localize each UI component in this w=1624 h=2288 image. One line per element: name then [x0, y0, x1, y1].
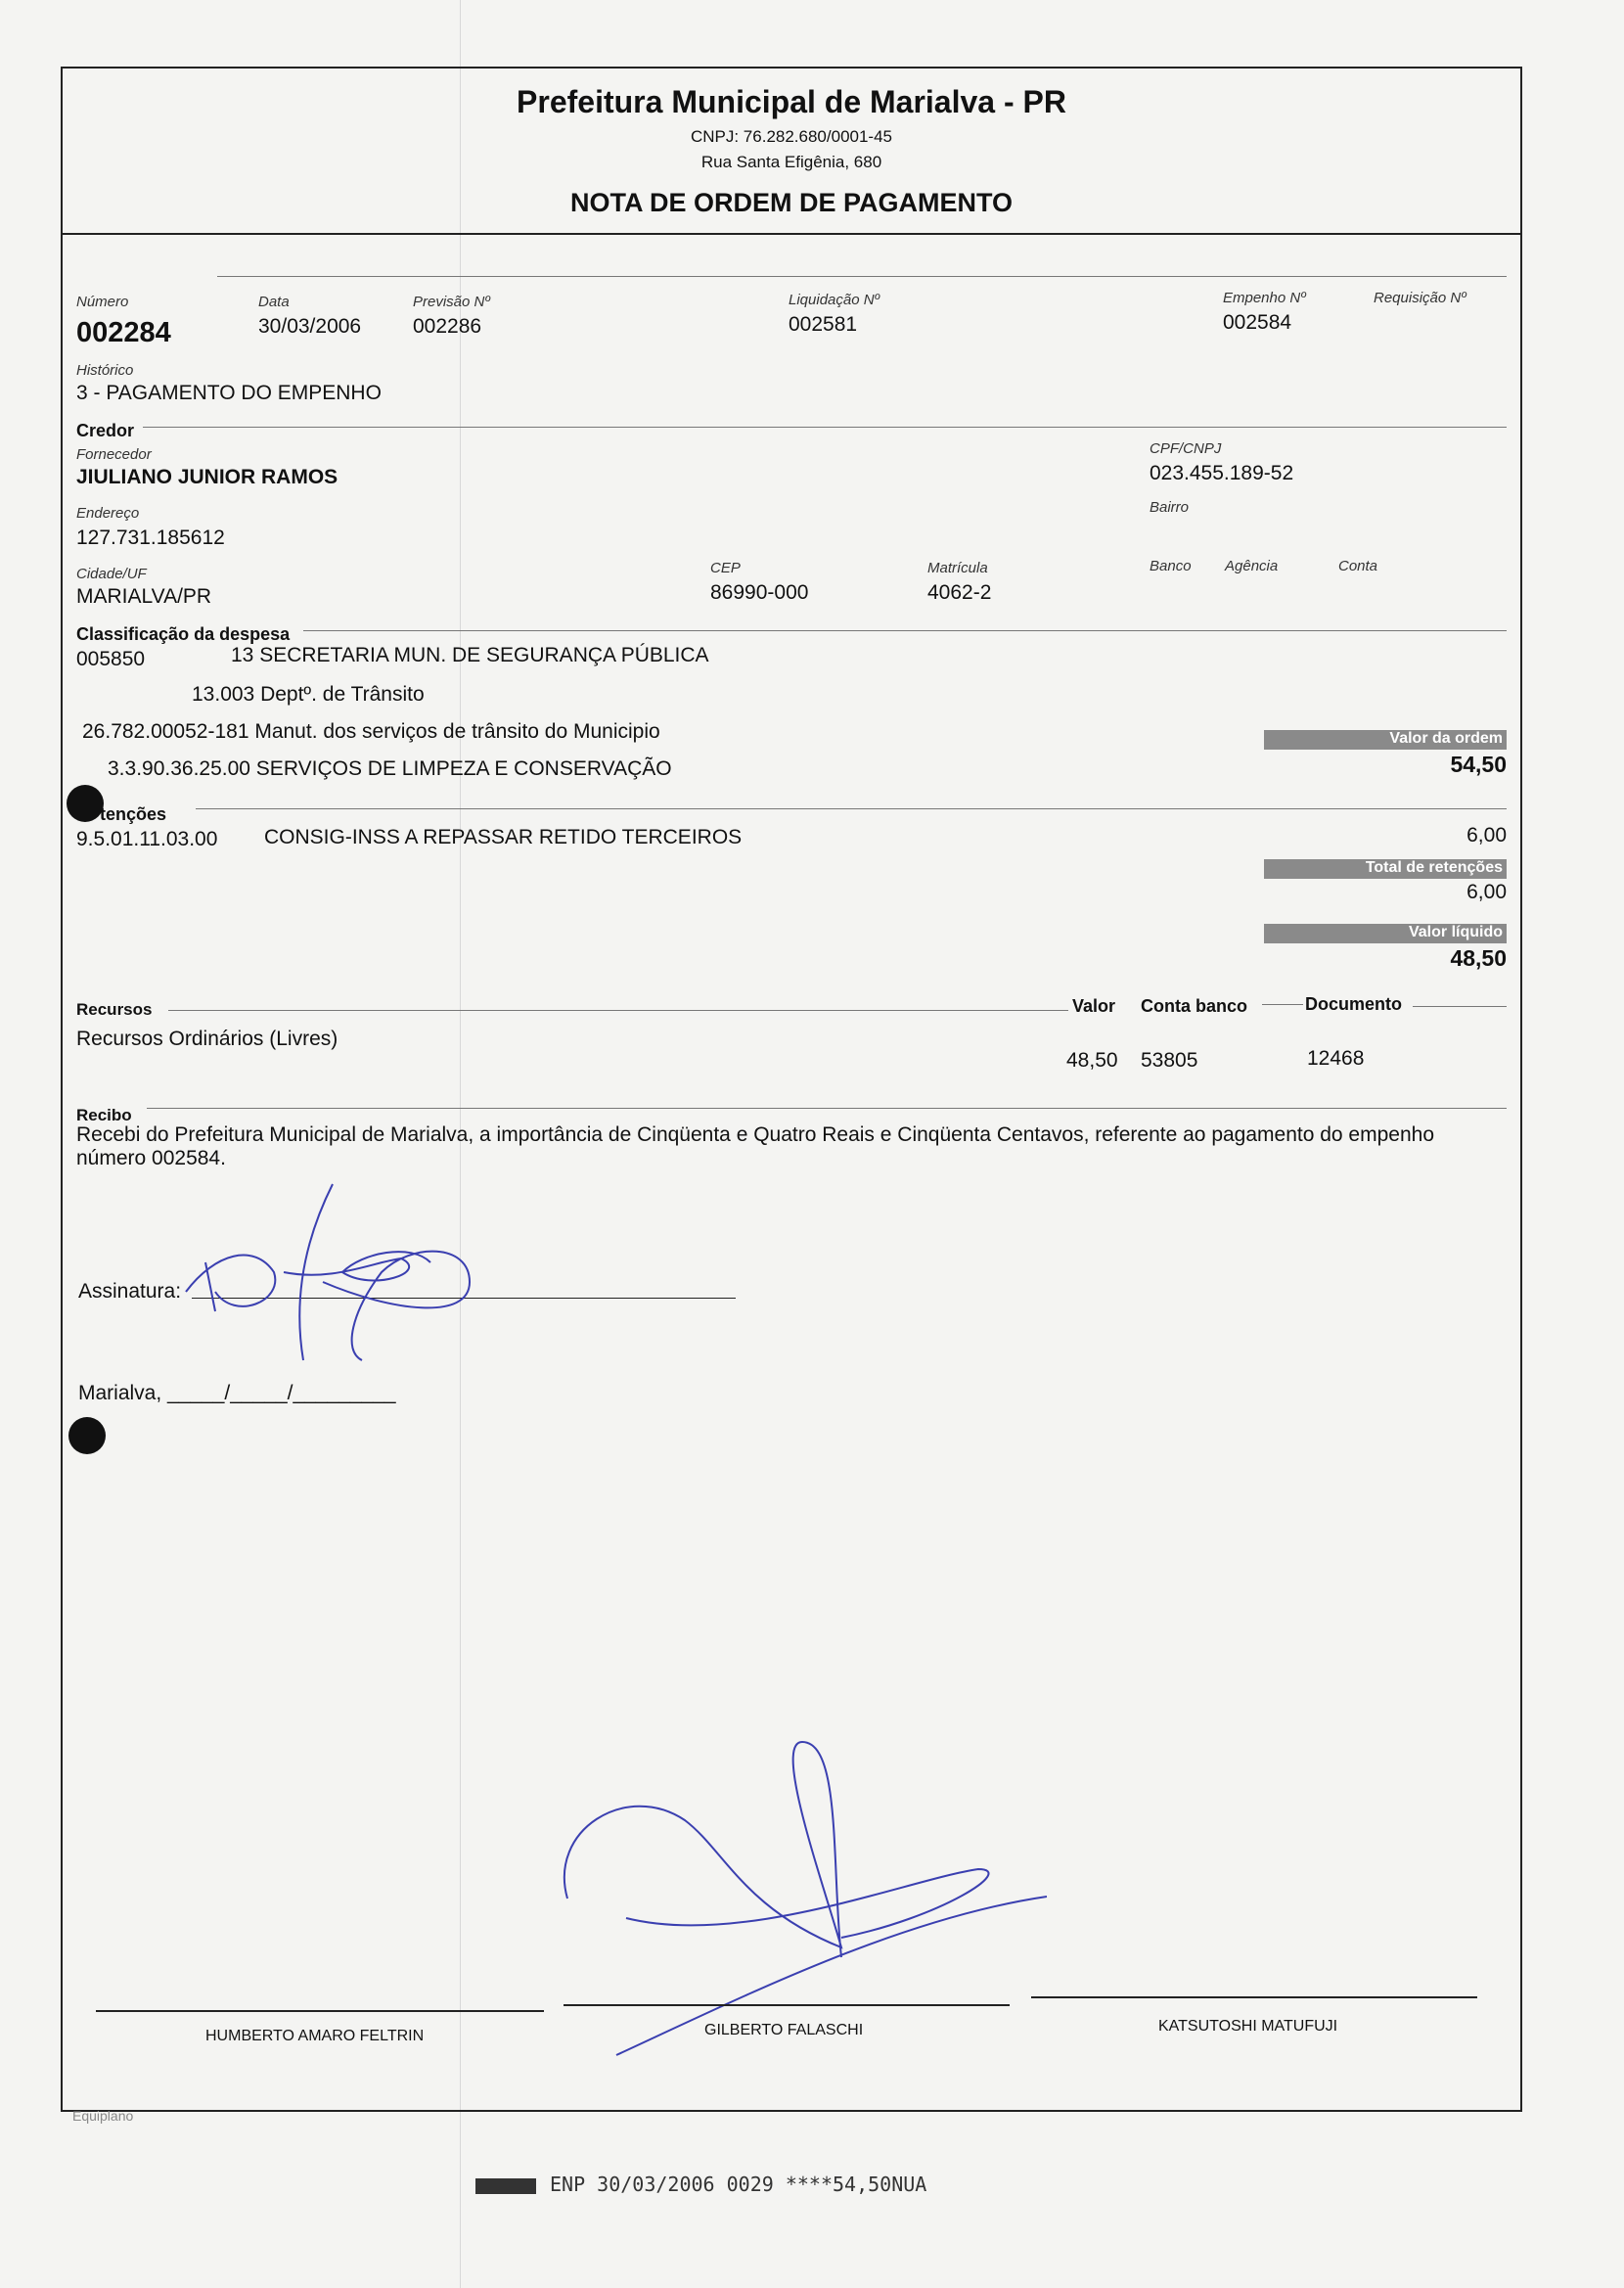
- page-title: Prefeitura Municipal de Marialva - PR: [517, 84, 1066, 119]
- classificacao-section: Classificação da despesa: [76, 624, 291, 644]
- conta-label: Conta: [1338, 558, 1378, 574]
- endereco-value: 127.731.185612: [76, 526, 225, 549]
- recibo-text: Recebi do Prefeitura Municipal de Marialva, a importância de Cinqüenta e Quatro Reais e Cinqüenta Centavos, referente ao pagamento do empenho número 002584.: [76, 1123, 1434, 1169]
- endereco-label: Endereço: [76, 505, 140, 522]
- matricula-label: Matrícula: [927, 560, 988, 576]
- signature-line-2: [564, 2004, 1010, 2006]
- cidade-label: Cidade/UF: [76, 566, 147, 582]
- valor-ordem-value: 54,50: [1450, 752, 1507, 777]
- hole-punch: [68, 1417, 106, 1454]
- recursos-documento: 12468: [1307, 1047, 1365, 1070]
- signature-line-1: [96, 2010, 544, 2012]
- valor-liquido-bar: [1264, 924, 1507, 943]
- credor-section: Credor: [76, 421, 135, 440]
- classificacao-line1: 13 SECRETARIA MUN. DE SEGURANÇA PÚBLICA: [231, 644, 709, 666]
- fornecedor-value: JIULIANO JUNIOR RAMOS: [76, 466, 338, 488]
- address: Rua Santa Efigênia, 680: [700, 153, 882, 171]
- assinatura-label: Assinatura:: [78, 1280, 182, 1303]
- divider: [143, 427, 1507, 428]
- signatory-3: KATSUTOSHI MATUFUJI: [1158, 2018, 1338, 2035]
- divider: [217, 276, 1507, 277]
- divider: [147, 1108, 1507, 1109]
- empenho-value: 002584: [1223, 311, 1292, 334]
- divider: [303, 630, 1507, 631]
- stamp-text: ENP 30/03/2006 0029 ****54,50NUA: [550, 2173, 927, 2196]
- liquidacao-value: 002581: [789, 313, 858, 336]
- total-retencoes-value: 6,00: [1466, 881, 1507, 903]
- cnpj: CNPJ: 76.282.680/0001-45: [690, 127, 893, 146]
- header-box: [61, 67, 1522, 235]
- valor-liquido-value: 48,50: [1450, 945, 1507, 971]
- liquidacao-label: Liquidação Nº: [789, 292, 880, 308]
- recursos-valor-label: Valor: [1072, 996, 1116, 1016]
- cep-label: CEP: [710, 560, 741, 576]
- document-title: NOTA DE ORDEM DE PAGAMENTO: [569, 188, 1013, 217]
- fornecedor-label: Fornecedor: [76, 446, 152, 463]
- recursos-conta: 53805: [1141, 1049, 1198, 1072]
- bank-stamp: [475, 2173, 926, 2196]
- retencao-code: 9.5.01.11.03.00: [76, 828, 218, 850]
- valor-ordem-bar: [1264, 730, 1507, 750]
- divider: [168, 1010, 1068, 1011]
- data-label: Data: [258, 294, 290, 310]
- signatory-2: GILBERTO FALASCHI: [704, 2022, 864, 2038]
- historico-value: 3 - PAGAMENTO DO EMPENHO: [76, 382, 382, 404]
- cidade-value: MARIALVA/PR: [76, 585, 212, 608]
- recursos-desc: Recursos Ordinários (Livres): [76, 1028, 338, 1050]
- classificacao-line3: 26.782.00052-181 Manut. dos serviços de trânsito do Municipio: [82, 720, 660, 743]
- retencoes-section: tenções: [100, 804, 167, 824]
- data-value: 30/03/2006: [258, 315, 362, 338]
- valor-liquido-label: Valor líquido: [1408, 924, 1503, 940]
- divider: [1413, 1006, 1507, 1007]
- cpf-value: 023.455.189-52: [1150, 462, 1294, 484]
- valor-ordem-label: Valor da ordem: [1389, 730, 1503, 747]
- stamp-logo-icon: [475, 2178, 536, 2194]
- cpf-label: CPF/CNPJ: [1150, 440, 1222, 457]
- previsao-label: Previsão Nº: [413, 294, 490, 310]
- recursos-section: Recursos: [76, 1000, 153, 1019]
- requisicao-label: Requisição Nº: [1374, 290, 1466, 306]
- total-retencoes-label: Total de retenções: [1365, 859, 1503, 876]
- total-retencoes-bar: [1264, 859, 1507, 879]
- recursos-documento-label: Documento: [1305, 994, 1402, 1014]
- signatory-1: HUMBERTO AMARO FELTRIN: [205, 2028, 425, 2044]
- divider: [1262, 1004, 1303, 1005]
- agencia-label: Agência: [1225, 558, 1279, 574]
- classificacao-code: 005850: [76, 648, 146, 670]
- local-date: Marialva, _____/_____/_________: [78, 1382, 396, 1404]
- numero-value: 002284: [76, 317, 171, 348]
- signature-line-3: [1031, 1996, 1477, 1998]
- classificacao-line4: 3.3.90.36.25.00 SERVIÇOS DE LIMPEZA E CONSERVAÇÃO: [108, 757, 672, 780]
- bairro-label: Bairro: [1150, 499, 1190, 516]
- numero-label: Número: [76, 294, 129, 310]
- hole-punch: [67, 785, 104, 822]
- recibo-signature: [176, 1165, 509, 1380]
- retencao-value: 6,00: [1466, 824, 1507, 847]
- previsao-value: 002286: [413, 315, 482, 338]
- retencao-desc: CONSIG-INSS A REPASSAR RETIDO TERCEIROS: [264, 826, 743, 848]
- matricula-value: 4062-2: [927, 581, 992, 604]
- recursos-valor: 48,50: [1066, 1049, 1118, 1072]
- footer-brand: Equiplano: [72, 2108, 134, 2124]
- empenho-label: Empenho Nº: [1223, 290, 1306, 306]
- recibo-section: Recibo: [76, 1106, 132, 1124]
- recursos-conta-label: Conta banco: [1141, 996, 1248, 1016]
- historico-label: Histórico: [76, 362, 134, 379]
- banco-label: Banco: [1150, 558, 1192, 574]
- cep-value: 86990-000: [710, 581, 809, 604]
- divider: [196, 808, 1507, 809]
- classificacao-line2: 13.003 Deptº. de Trânsito: [192, 683, 425, 706]
